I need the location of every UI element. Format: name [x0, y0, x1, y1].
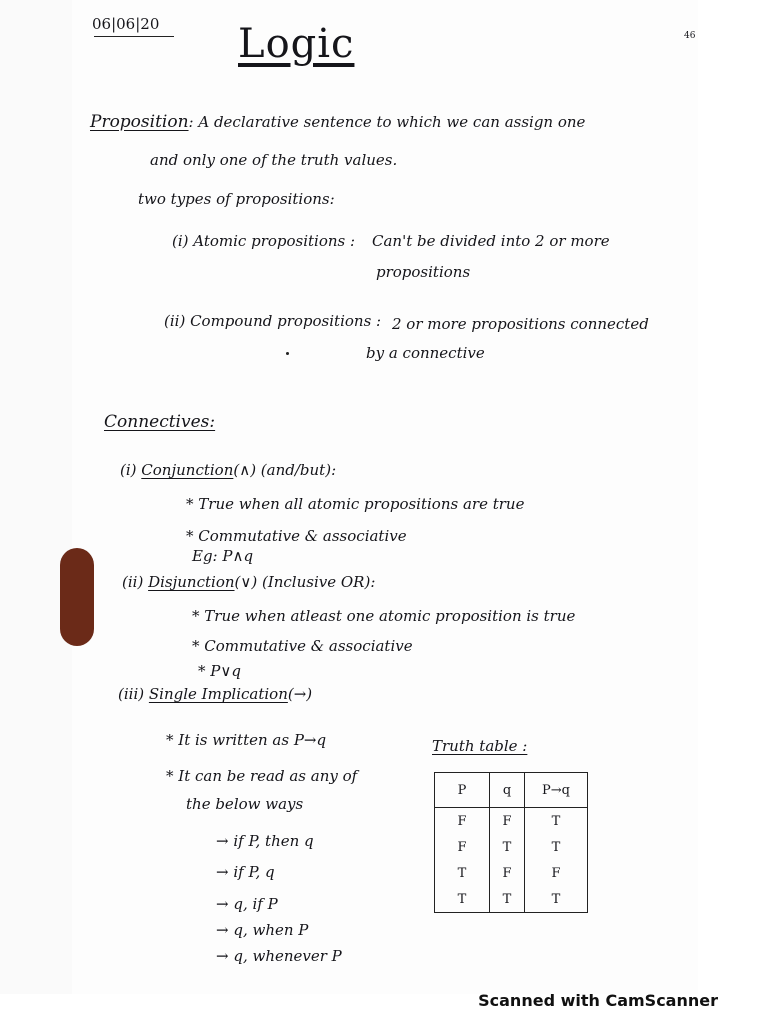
scan-margin — [0, 0, 72, 994]
conjunction-name: Conjunction — [141, 461, 234, 479]
table-row — [435, 808, 588, 835]
disjunction-bullet-1: * True when atleast one atomic proposition is true — [192, 607, 576, 625]
implication-heading — [118, 684, 312, 704]
compound-label: (ii) Compound propositions : — [164, 312, 382, 330]
implication-way: → q, when P — [216, 921, 309, 939]
proposition-term: Proposition — [90, 112, 189, 132]
implication-bullet-2: * It can be read as any of — [166, 767, 358, 785]
conjunction-number: (i) — [120, 461, 137, 479]
disjunction-name: Disjunction — [148, 573, 235, 591]
disjunction-rest: (∨) (Inclusive OR): — [234, 573, 376, 591]
table-cell: T — [525, 886, 588, 913]
conjunction-bullet-2: * Commutative & associative — [186, 527, 407, 545]
disjunction-heading — [122, 572, 375, 592]
connectives-heading: Connectives: — [104, 412, 216, 432]
table-cell: T — [525, 808, 588, 835]
conjunction-example: Eg: P∧q — [192, 547, 254, 565]
proposition-line-1: : A declarative sentence to which we can assign one — [188, 113, 586, 131]
page-title: Logic — [238, 21, 355, 67]
proposition-types-heading: two types of propositions: — [138, 190, 335, 208]
implication-way: → if P, q — [216, 863, 275, 881]
implication-way: → q, if P — [216, 895, 278, 913]
table-row — [435, 834, 588, 860]
compound-definition-2: by a connective — [366, 344, 485, 362]
implication-bullet-2-cont: the below ways — [186, 795, 304, 813]
page-date: 06|06|20 — [92, 15, 160, 33]
disjunction-number: (ii) — [122, 573, 144, 591]
proposition-definition — [90, 112, 585, 132]
date-underline — [94, 36, 174, 37]
table-cell: F — [490, 860, 525, 886]
table-cell: F — [525, 860, 588, 886]
proposition-line-2: and only one of the truth values. — [150, 151, 398, 169]
disjunction-example: * P∨q — [198, 662, 241, 680]
page-number: 46 — [684, 31, 696, 41]
conjunction-heading — [120, 460, 336, 480]
table-cell: T — [435, 886, 490, 913]
conjunction-bullet-1: * True when all atomic propositions are true — [186, 495, 525, 513]
compound-definition-1: 2 or more propositions connected — [392, 315, 649, 333]
atomic-label: (i) Atomic propositions : — [172, 232, 356, 250]
implication-name: Single Implication — [148, 685, 288, 703]
implication-number: (iii) — [118, 685, 145, 703]
atomic-definition-1: Can't be divided into 2 or more — [372, 232, 610, 250]
implication-way: → if P, then q — [216, 832, 314, 850]
implication-bullet-1: * It is written as P→q — [166, 731, 327, 749]
ink-dot — [286, 352, 289, 355]
table-cell: F — [435, 834, 490, 860]
truth-table-caption: Truth table : — [432, 737, 528, 755]
table-cell: T — [435, 860, 490, 886]
scanner-watermark: Scanned with CamScanner — [478, 991, 718, 1010]
table-cell: T — [490, 834, 525, 860]
header-p-implies-q: P→q — [525, 773, 588, 808]
table-cell: T — [525, 834, 588, 860]
table-cell: T — [490, 886, 525, 913]
header-p: P — [435, 773, 490, 808]
table-cell: F — [490, 808, 525, 835]
table-cell: F — [435, 808, 490, 835]
implication-way: → q, whenever P — [216, 947, 342, 965]
thumb-shadow — [60, 548, 94, 646]
truth-table — [434, 772, 588, 913]
atomic-definition-2: propositions — [376, 263, 471, 281]
conjunction-rest: (∧) (and/but): — [233, 461, 337, 479]
disjunction-bullet-2: * Commutative & associative — [192, 637, 413, 655]
table-row — [435, 860, 588, 886]
truth-table-header-row — [435, 773, 588, 808]
table-row — [435, 886, 588, 913]
implication-rest: (→) — [287, 685, 313, 703]
header-q: q — [490, 773, 525, 808]
